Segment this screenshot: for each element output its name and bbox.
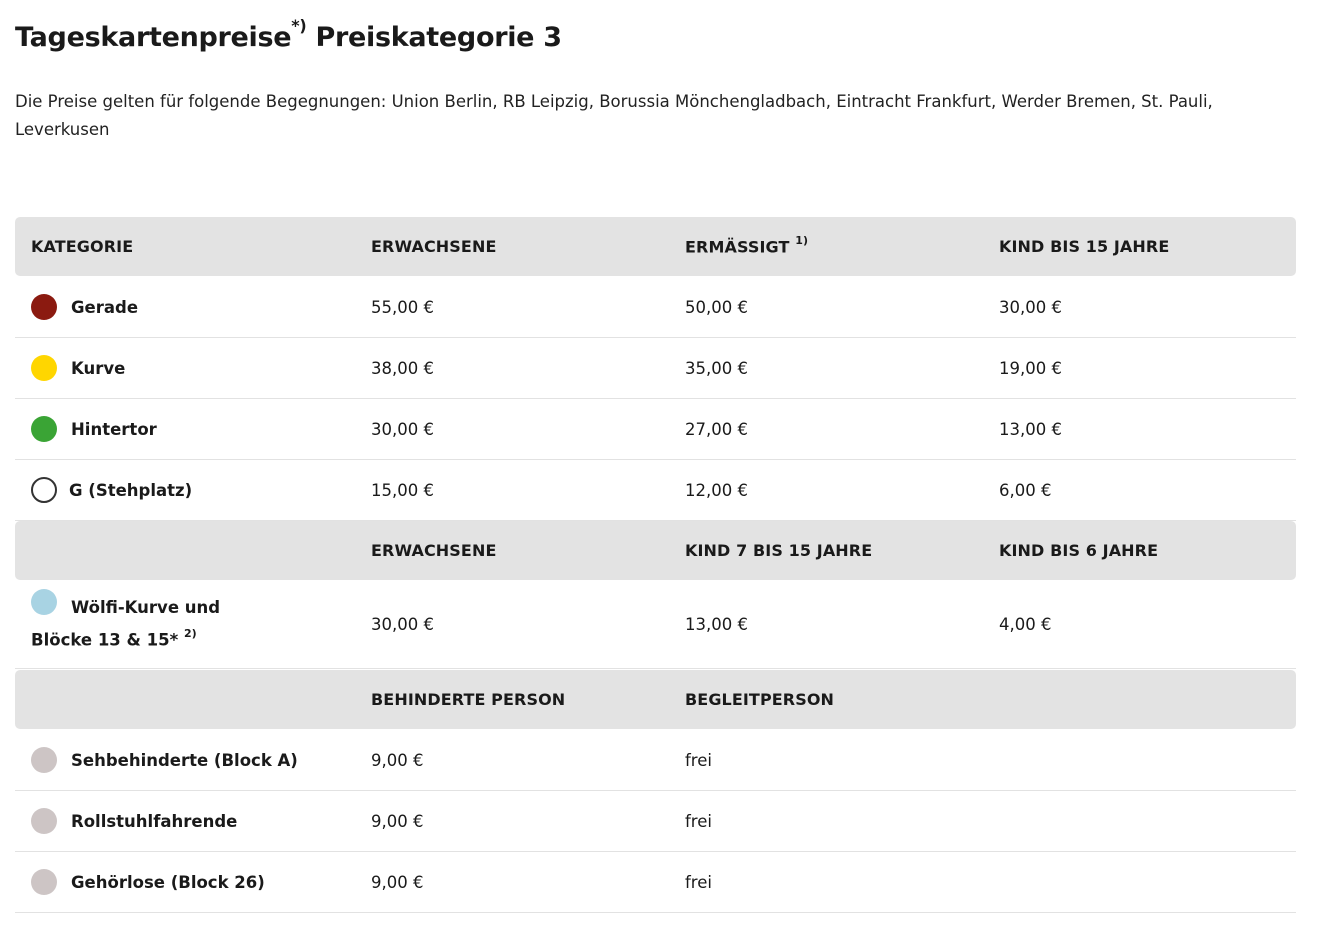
category-color-dot — [31, 747, 57, 773]
category-name: Gerade — [71, 297, 139, 317]
price-adult: 38,00 € — [371, 358, 434, 378]
category-color-dot — [31, 294, 57, 320]
price-child: 19,00 € — [999, 358, 1062, 378]
category-color-dot — [31, 869, 57, 895]
price-companion: frei — [685, 872, 712, 892]
table-row — [15, 730, 1296, 791]
price-reduced: 35,00 € — [685, 358, 748, 378]
price-reduced: 12,00 € — [685, 480, 748, 500]
header-adults: ERWACHSENE — [371, 541, 497, 560]
price-disabled: 9,00 € — [371, 872, 424, 892]
category-name-text: Wölfi-Kurve und Blöcke 13 & 15* — [31, 598, 221, 650]
table-header-accessibility — [15, 670, 1296, 729]
category-color-dot — [31, 355, 57, 381]
table-row — [15, 338, 1296, 399]
header-child: KIND BIS 15 JAHRE — [999, 237, 1170, 256]
title-category: Preiskategorie 3 — [306, 22, 562, 53]
table-header-family — [15, 521, 1296, 580]
table-row — [15, 852, 1296, 913]
title-footnote-mark: *) — [291, 16, 307, 35]
title-text: Tageskartenpreise — [15, 22, 292, 53]
header-child-7-15: KIND 7 BIS 15 JAHRE — [685, 541, 873, 560]
category-color-dot — [31, 808, 57, 834]
category-name: Rollstuhlfahrende — [71, 811, 238, 831]
price-disabled: 9,00 € — [371, 750, 424, 770]
price-child: 13,00 € — [999, 419, 1062, 439]
table-header — [15, 217, 1296, 276]
table-row — [15, 277, 1296, 338]
category-cell — [15, 477, 355, 503]
category-cell — [15, 416, 355, 442]
header-disabled-person: BEHINDERTE PERSON — [371, 690, 566, 709]
table-row — [15, 399, 1296, 460]
category-cell — [15, 869, 355, 895]
price-table — [15, 217, 1296, 913]
price-child: 30,00 € — [999, 297, 1062, 317]
category-name: Kurve — [71, 358, 126, 378]
header-reduced-label: ERMÄSSIGT — [685, 237, 790, 257]
header-reduced — [669, 236, 983, 256]
category-cell — [15, 294, 355, 320]
price-child-7-15: 13,00 € — [685, 615, 748, 634]
price-adult: 30,00 € — [371, 615, 434, 634]
price-reduced: 27,00 € — [685, 419, 748, 439]
category-cell — [15, 355, 355, 381]
price-companion: frei — [685, 811, 712, 831]
category-cell — [15, 747, 355, 773]
price-reduced: 50,00 € — [685, 297, 748, 317]
regular-rows — [15, 277, 1296, 521]
table-row — [15, 791, 1296, 852]
header-child-6: KIND BIS 6 JAHRE — [999, 541, 1159, 560]
header-category: KATEGORIE — [31, 237, 134, 256]
category-cell — [15, 594, 355, 655]
table-row — [15, 581, 1296, 669]
price-adult: 15,00 € — [371, 480, 434, 500]
price-adult: 55,00 € — [371, 297, 434, 317]
category-name: Gehörlose (Block 26) — [71, 872, 265, 892]
header-companion: BEGLEITPERSON — [685, 690, 835, 709]
price-child-6: 4,00 € — [999, 615, 1052, 634]
price-child: 6,00 € — [999, 480, 1052, 500]
header-adults: ERWACHSENE — [371, 237, 497, 256]
price-adult: 30,00 € — [371, 419, 434, 439]
page-title — [15, 16, 562, 53]
category-name: G (Stehplatz) — [69, 480, 193, 500]
category-color-dot — [31, 416, 57, 442]
table-row — [15, 460, 1296, 521]
category-name — [31, 594, 261, 655]
category-color-dot — [31, 477, 57, 503]
category-name: Hintertor — [71, 419, 157, 439]
price-companion: frei — [685, 750, 712, 770]
category-name: Sehbehinderte (Block A) — [71, 750, 298, 770]
price-disabled: 9,00 € — [371, 811, 424, 831]
header-reduced-footnote: 1) — [795, 234, 809, 248]
intro-text: Die Preise gelten für folgende Begegnungen: Union Berlin, RB Leipzig, Borussia Mönchengladbach, Eintracht Frankfurt, Werder Bremen, St. Pauli, Leverkusen — [15, 92, 1213, 139]
category-cell — [15, 808, 355, 834]
category-footnote: 2) — [184, 627, 197, 641]
